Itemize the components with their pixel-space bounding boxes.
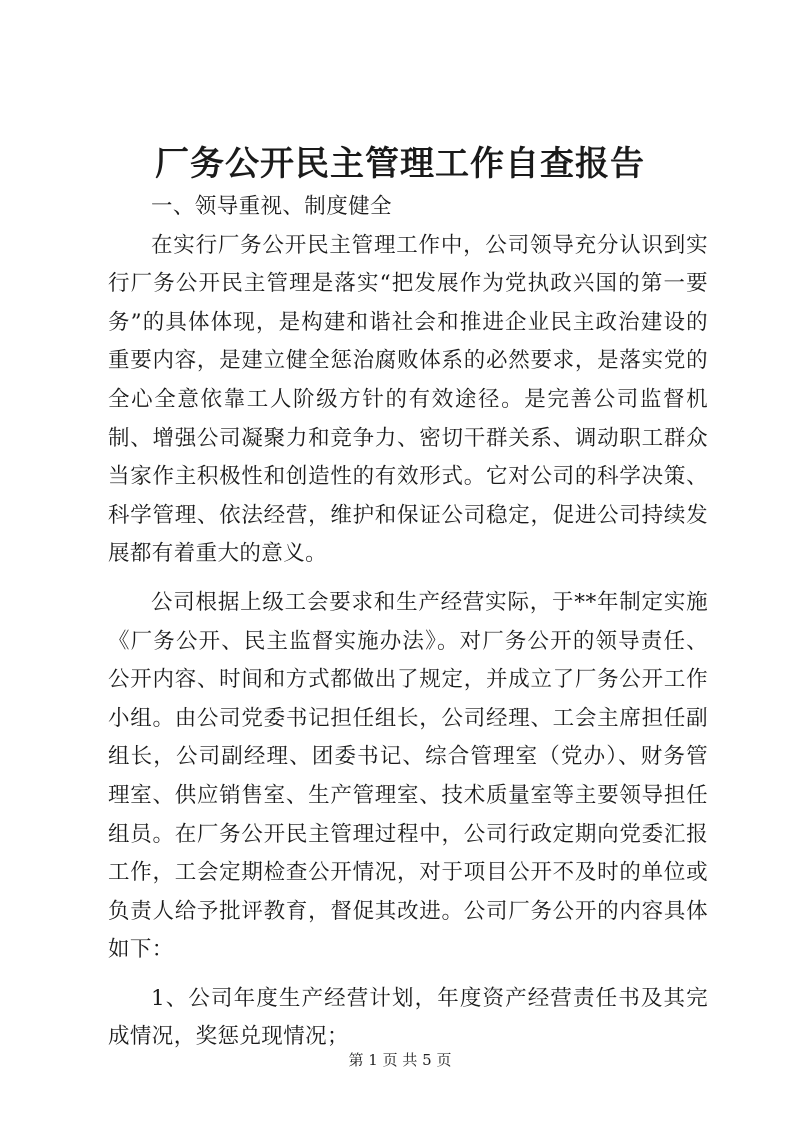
- paragraph-gap: [108, 970, 708, 980]
- document-body: [108, 188, 708, 1057]
- document-title: 厂务公开民主管理工作自查报告: [155, 144, 645, 184]
- page-footer: 第 1 页 共 5 页: [348, 1051, 452, 1069]
- section-heading: 一、领导重视、制度健全: [151, 194, 392, 219]
- paragraph-2: 公司根据上级工会要求和生产经营实际，于**年制定实施《厂务公开、民主监督实施办法》。对厂务公开的领导责任、公开内容、时间和方式都做出了规定，并成立了厂务公开工作小组。由公司党委书记担任组长，公司经理、工会主席担任副组长，公司副经理、团委书记、综合管理室（党办）、财务管理室、供应销售室、生产管理室、技术质量室等主要领导担任组员。在厂务公开民主管理过程中，公司行政定期向党委汇报工作，工会定期检查公开情况，对于项目公开不及时的单位或负责人给予批评教育，督促其改进。公司厂务公开的内容具体如下：: [108, 589, 708, 963]
- paragraph-gap: [108, 574, 708, 584]
- paragraph-3: 1、公司年度生产经营计划，年度资产经营责任书及其完成情况，奖惩兑现情况；: [108, 985, 708, 1050]
- paragraph-1: 在实行厂务公开民主管理工作中，公司领导充分认识到实行厂务公开民主管理是落实“把发展作为党执政兴国的第一要务”的具体体现，是构建和谐社会和推进企业民主政治建设的重要内容，是建立健全惩治腐败体系的必然要求，是落实党的全心全意依靠工人阶级方针的有效途径。是完善公司监督机制、增强公司凝聚力和竞争力、密切干群关系、调动职工群众当家作主积极性和创造性的有效形式。它对公司的科学决策、科学管理、依法经营，维护和保证公司稳定，促进公司持续发展都有着重大的意义。: [108, 232, 708, 567]
